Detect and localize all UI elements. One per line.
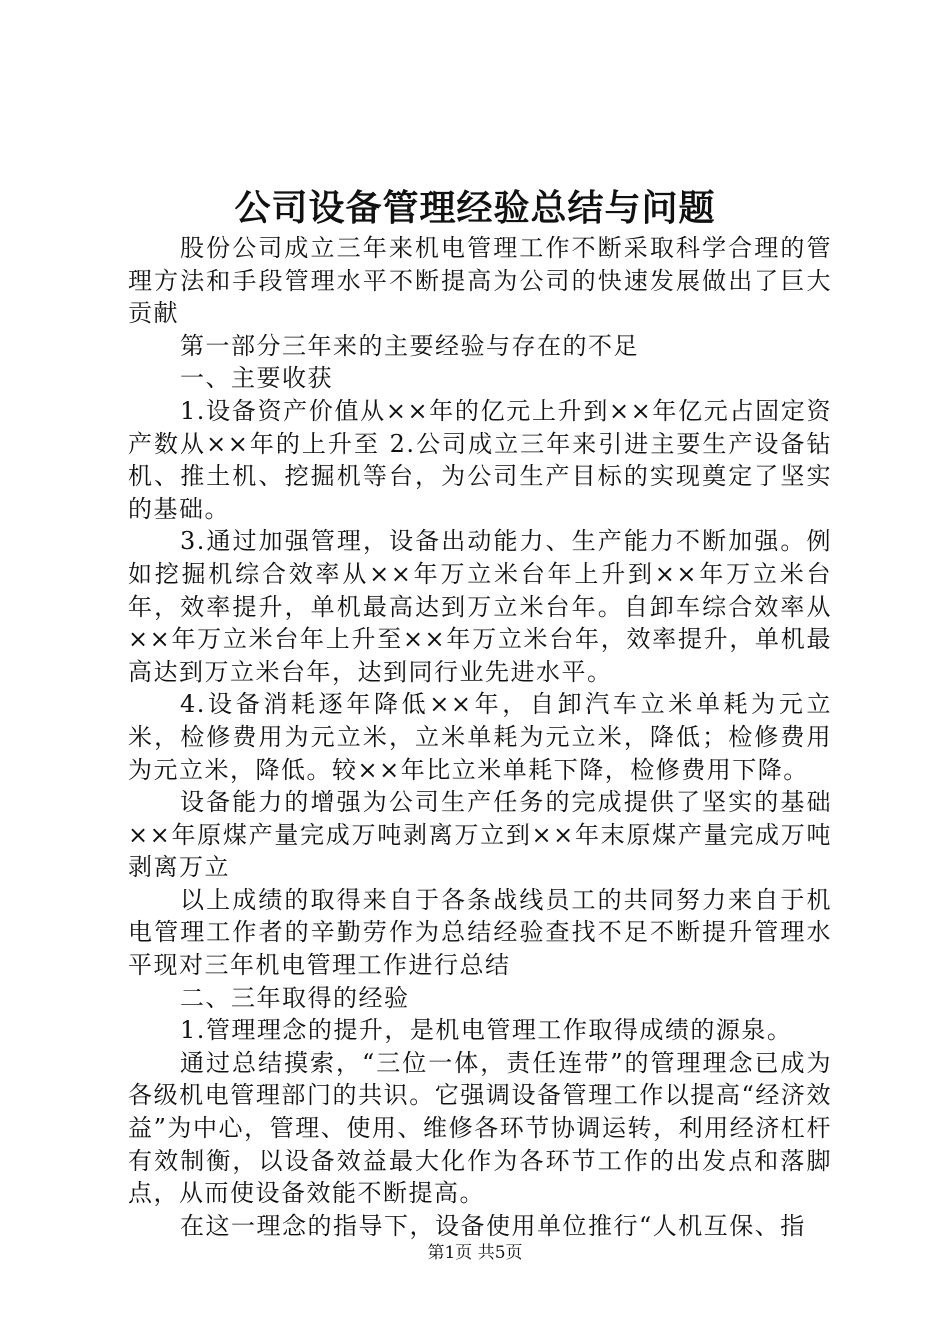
paragraph-achievements: 以上成绩的取得来自于各条战线员工的共同努力来自于机电管理工作者的辛勤劳作为总结经验查找不足不断提升管理水平现对三年机电管理工作进行总结: [128, 885, 832, 980]
document-body: [128, 232, 832, 1242]
paragraph-capacity: 设备能力的增强为公司生产任务的完成提供了坚实的基础××年原煤产量完成万吨剥离万立到××年末原煤产量完成万吨剥离万立: [128, 788, 832, 882]
paragraph-management-concept: 通过总结摸索，“三位一体，责任连带”的管理理念已成为各级机电管理部门的共识。它强调设备管理工作以提高“经济效益”为中心，管理、使用、维修各环节协调运转，利用经济杠杆有效制衡，以设备效益最大化作为各环节工作的出发点和落脚点，从而使设备效能不断提高。: [128, 1048, 832, 1208]
paragraph-item-3: 3.通过加强管理，设备出动能力、生产能力不断加强。例如挖掘机综合效率从××年万立米台年上升到××年万立米台年，效率提升，单机最高达到万立米台年。自卸车综合效率从××年万立米台年上升至××年万立米台年，效率提升，单机最高达到万立米台年，达到同行业先进水平。: [128, 527, 832, 686]
page-footer: 第1页 共5页: [427, 1243, 523, 1263]
paragraph-experience-item-1: 1.管理理念的提升，是机电管理工作取得成绩的源泉。: [180, 1016, 793, 1045]
subheading-main-gains: 一、主要收获: [180, 364, 333, 393]
paragraph-guidance: 在这一理念的指导下，设备使用单位推行“人机互保、指: [180, 1211, 806, 1240]
paragraph-item-1-2: 1.设备资产价值从××年的亿元上升到××年亿元占固定资产数从××年的上升至 2.公司成立三年来引进主要生产设备钻机、推土机、挖掘机等台，为公司生产目标的实现奠定了坚实的基础。: [128, 396, 832, 523]
paragraph-item-4: 4.设备消耗逐年降低××年，自卸汽车立米单耗为元立米，检修费用为元立米，立米单耗为元立米，降低；检修费用为元立米，降低。较××年比立米单耗下降，检修费用下降。: [128, 690, 832, 784]
document-title: 公司设备管理经验总结与问题: [234, 187, 716, 229]
subheading-experience: 二、三年取得的经验: [180, 983, 410, 1012]
section-heading-part-one: 第一部分三年来的主要经验与存在的不足: [180, 331, 639, 360]
paragraph-intro: 股份公司成立三年来机电管理工作不断采取科学合理的管理方法和手段管理水平不断提高为公司的快速发展做出了巨大贡献: [128, 234, 832, 328]
